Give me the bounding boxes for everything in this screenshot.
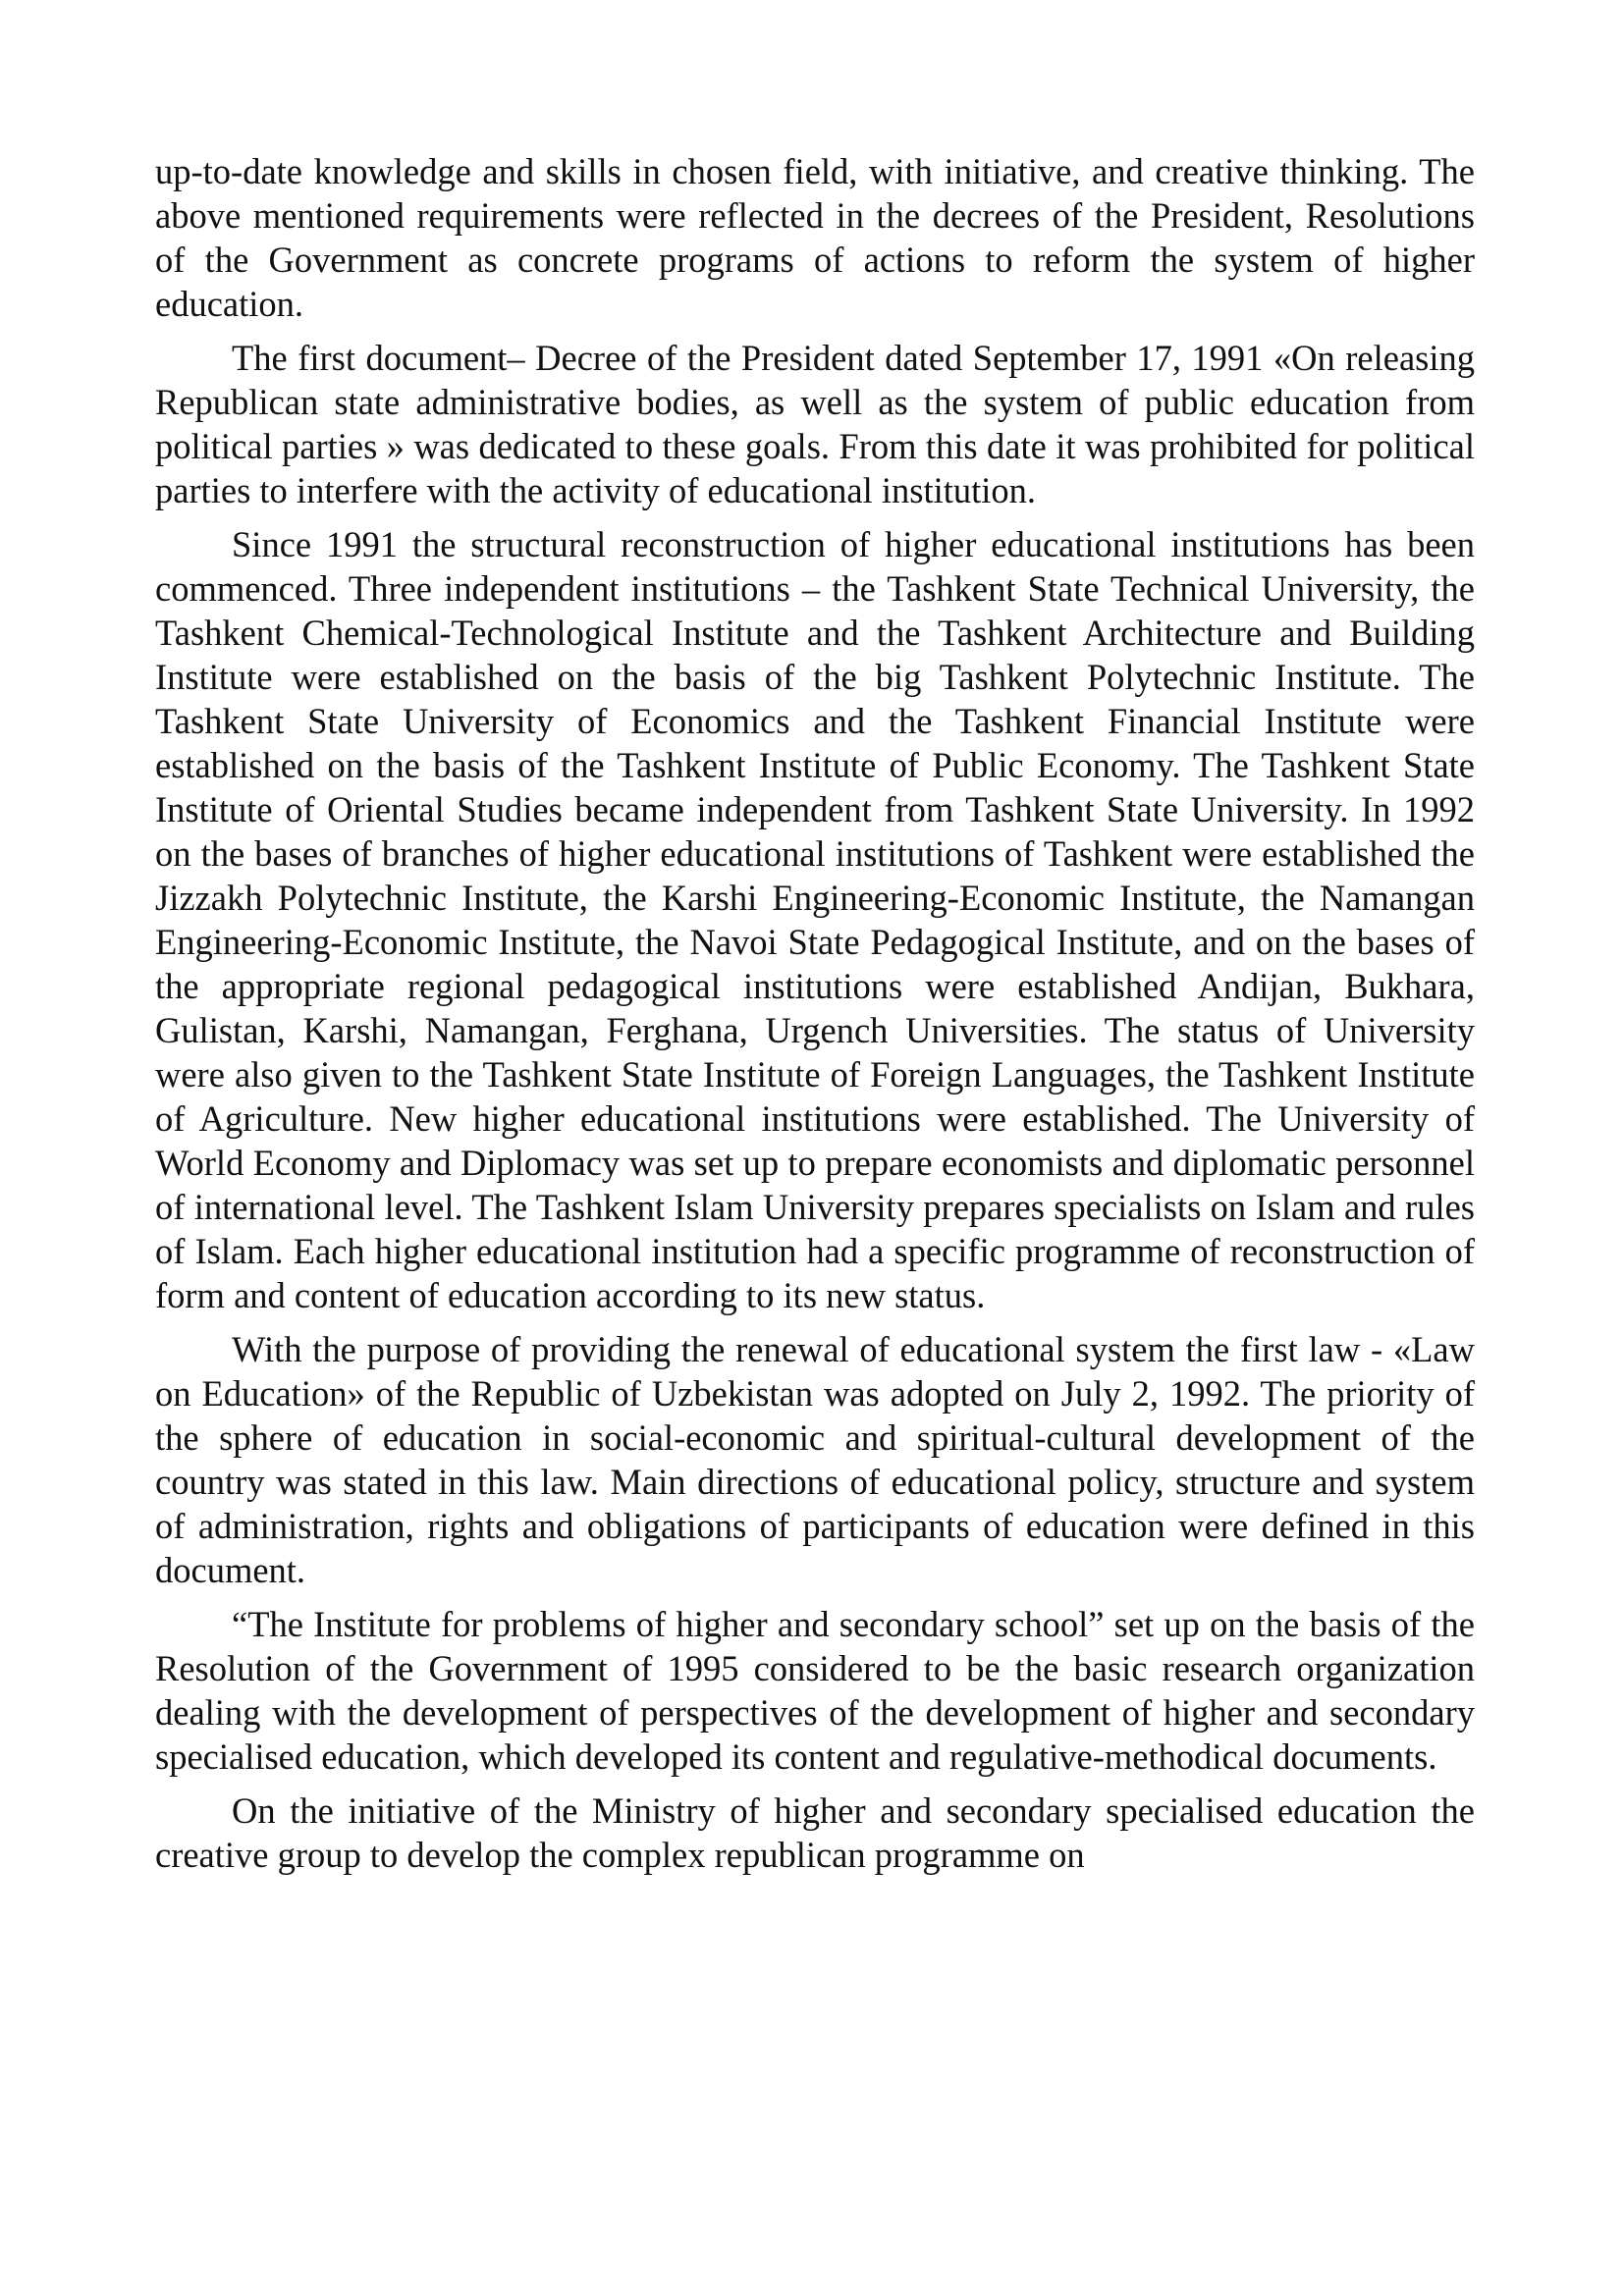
paragraph-law-on-education: With the purpose of providing the renewal of educational system the first law - «Law on Education» of the Republic of Uzbekistan was adopted on July 2, 1992. The priority of the sphere of education in social-economic and spiritual-cultural development of the country was stated in this law. Main directions of educational policy, structure and system of administration, rights and obligations of participants of education were defined in this document. — [155, 1329, 1475, 1590]
paragraph-institute-for-problems: “The Institute for problems of higher and secondary school” set up on the basis of the Resolution of the Government of 1995 considered to be the basic research organization dealing with the development of perspectives of the development of higher and secondary specialised education, which developed its content and regulative-methodical documents. — [155, 1604, 1475, 1777]
paragraph-ministry-initiative: On the initiative of the Ministry of higher and secondary specialised education the creative group to develop the complex republican programme on — [155, 1790, 1475, 1875]
paragraph-decree-1991: The first document– Decree of the President dated September 17, 1991 «On releasing Republican state administrative bodies, as well as the system of public education from political parties » was dedicated to these goals. From this date it was prohibited for political parties to interfere with the activity of educational institution. — [155, 338, 1475, 510]
paragraph-structural-reconstruction: Since 1991 the structural reconstruction of higher educational institutions has been commenced. Three independent institutions – the Tashkent State Technical University, the Tashkent Chemical-Technological Institute and the Tashkent Architecture and Building Institute were established on the basis of the big Tashkent Polytechnic Institute. The Tashkent State University of Economics and the Tashkent Financial Institute were established on the basis of the Tashkent Institute of Public Economy. The Tashkent State Institute of Oriental Studies became independent from Tashkent State University. In 1992 on the bases of branches of higher educational institutions of Tashkent were established the Jizzakh Polytechnic Institute, the Karshi Engineering-Economic Institute, the Namangan Engineering-Economic Institute, the Navoi State Pedagogical Institute, and on the bases of the appropriate regional pedagogical institutions were established Andijan, Bukhara, Gulistan, Karshi, Namangan, Ferghana, Urgench Universities. The status of University were also given to the Tashkent State Institute of Foreign Languages, the Tashkent Institute of Agriculture. New higher educational institutions were established. The University of World Economy and Diplomacy was set up to prepare economists and diplomatic personnel of international level. The Tashkent Islam University prepares specialists on Islam and rules of Islam. Each higher educational institution had a specific programme of reconstruction of form and content of education according to its new status. — [155, 524, 1475, 1315]
paragraph-continuation: up-to-date knowledge and skills in chosen field, with initiative, and creative thinking. The above mentioned requirements were reflected in the decrees of the President, Resolutions of the Government as concrete programs of actions to reform the system of higher education. — [155, 151, 1475, 324]
document-page — [155, 149, 1475, 1887]
